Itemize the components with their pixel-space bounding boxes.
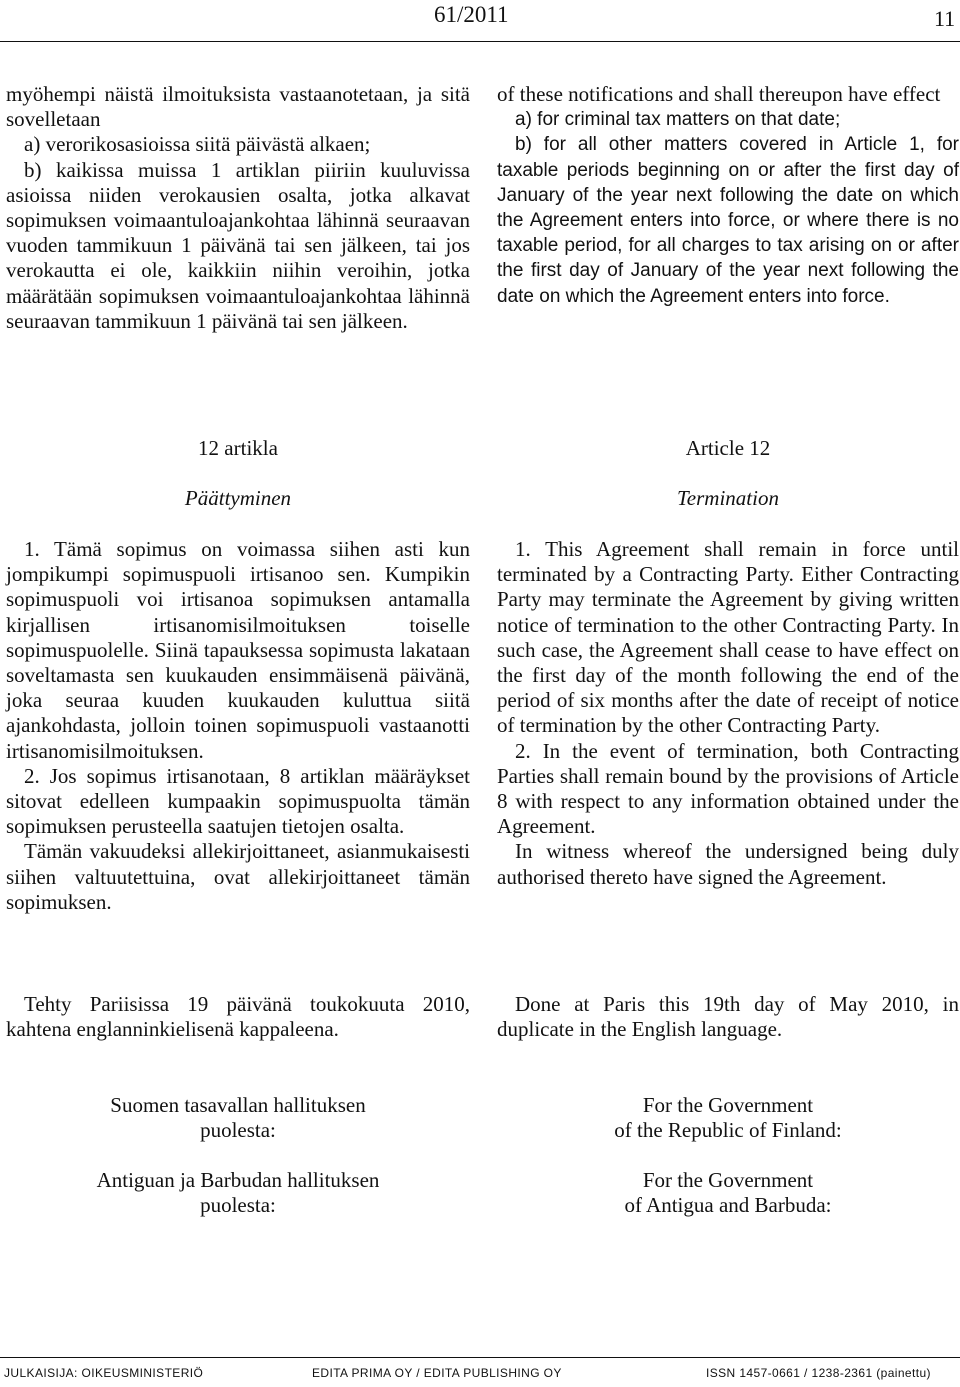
english-paragraph-2: 2. In the event of termination, both Contracting Parties shall remain bound by the provisions of Article 8 with respect to any information obtained under the Agreement. <box>497 738 959 839</box>
english-article-number: Article 12 <box>685 436 771 460</box>
finnish-article-number: 12 artikla <box>198 436 278 460</box>
english-intro-line: of these notifications and shall thereupon have effect <box>497 82 941 106</box>
signatory-line: puolesta: <box>200 1193 276 1217</box>
issue-number: 61/2011 <box>434 2 509 27</box>
english-done-at-block <box>497 992 959 1042</box>
english-done-at: Done at Paris this 19th day of May 2010, in duplicate in the English language. <box>497 992 959 1042</box>
header-rule <box>0 41 960 42</box>
finnish-intro-line: myöhempi näistä ilmoituksista vastaanotetaan, ja sitä sovelletaan <box>6 82 470 132</box>
finnish-article-body <box>6 537 470 915</box>
english-intro-item-a: a) for criminal tax matters on that date; <box>515 109 841 131</box>
english-signatory-finland <box>497 1093 959 1143</box>
finnish-intro <box>6 82 470 334</box>
finnish-done-at: Tehty Pariisissa 19 päivänä toukokuuta 2010, kahtena englanninkielisenä kappaleena. <box>6 992 470 1042</box>
signatory-line: Antiguan ja Barbudan hallituksen <box>96 1168 380 1192</box>
english-signatory-antigua <box>497 1168 959 1218</box>
english-article-title: Termination <box>677 486 779 510</box>
finnish-article-title: Päättyminen <box>184 486 292 510</box>
english-article-body <box>497 537 959 890</box>
finnish-witness-paragraph: Tämän vakuudeksi allekirjoittaneet, asianmukaisesti siihen valtuutettuina, ovat allekirjoittaneet tämän sopimuksen. <box>6 839 470 914</box>
finnish-intro-item-b: b) kaikissa muissa 1 artiklan piiriin kuuluvissa asioissa niiden verokausien osalta, jotka alkavat sopimuksen voimaantuloajankohtaa lähinnä seuraavan vuoden tammikuun 1 päivänä tai sen jälkeen, tai jos verokautta ei ole, kaikkiin niihin veroihin, jotka määrätään sopimuksen voimaantuloajankohtaa lähinnä seuraavan tammikuun 1 päivänä tai sen jälkeen. <box>6 157 470 333</box>
footer-rule <box>0 1357 960 1358</box>
footer-issn: ISSN 1457-0661 / 1238-2361 (painettu) <box>706 1366 931 1380</box>
finnish-intro-item-a: a) verorikosasioissa siitä päivästä alkaen; <box>24 132 371 157</box>
signatory-line: For the Government <box>642 1168 814 1192</box>
signatory-line: puolesta: <box>200 1118 276 1142</box>
finnish-paragraph-2: 2. Jos sopimus irtisanotaan, 8 artiklan määräykset sitovat edelleen kumpaakin sopimuspuolta tämän sopimuksen perusteella saatujen tietojen osalta. <box>6 763 470 839</box>
footer-publisher: JULKAISIJA: OIKEUSMINISTERIÖ <box>4 1366 204 1380</box>
finnish-paragraph-1: 1. Tämä sopimus on voimassa siihen asti kun jompikumpi sopimuspuoli irtisanoo sen. Kumpikin sopimuspuoli voi irtisanoa sopimuksen antamalla kirjallisen irtisanomisilmoituksen toiselle sopimuspuolelle. Siinä tapauksessa sopimusta lakataan soveltamasta sen kuukauden ensimmäisenä päivänä, joka seuraa kuuden kuukauden kuluttua siitä ajankohdasta, jolloin toinen sopimuspuoli vastaanotti irtisanomisilmoituksen. <box>6 537 470 763</box>
signatory-line: For the Government <box>642 1093 814 1117</box>
signatory-line: Suomen tasavallan hallituksen <box>110 1093 366 1117</box>
page-number: 11 <box>934 6 956 31</box>
english-intro <box>497 82 959 309</box>
signatory-line: of the Republic of Finland: <box>614 1118 842 1142</box>
finnish-signatory-finland <box>6 1093 470 1143</box>
footer-printer: EDITA PRIMA OY / EDITA PUBLISHING OY <box>312 1366 562 1380</box>
english-witness-paragraph: In witness whereof the undersigned being duly authorised thereto have signed the Agreement. <box>497 839 959 889</box>
finnish-done-at-block <box>6 992 470 1042</box>
english-paragraph-1: 1. This Agreement shall remain in force until terminated by a Contracting Party. Either Contracting Party may terminate the Agreement by giving written notice of termination to the other Contracting Party. In such case, the Agreement shall cease to have effect on the first day of the month following the end of the period of six months after the date of receipt of notice of termination by the other Contracting Party. <box>497 537 959 738</box>
signatory-line: of Antigua and Barbuda: <box>624 1193 832 1217</box>
english-intro-item-b: b) for all other matters covered in Article 1, for taxable periods beginning on or after the first day of January of the year next following the date on which the Agreement enters into force, or where there is no taxable period, for all charges to tax arising on or after the first day of January of the year next following the date on which the Agreement enters into force. <box>497 134 959 307</box>
finnish-signatory-antigua <box>6 1168 470 1218</box>
